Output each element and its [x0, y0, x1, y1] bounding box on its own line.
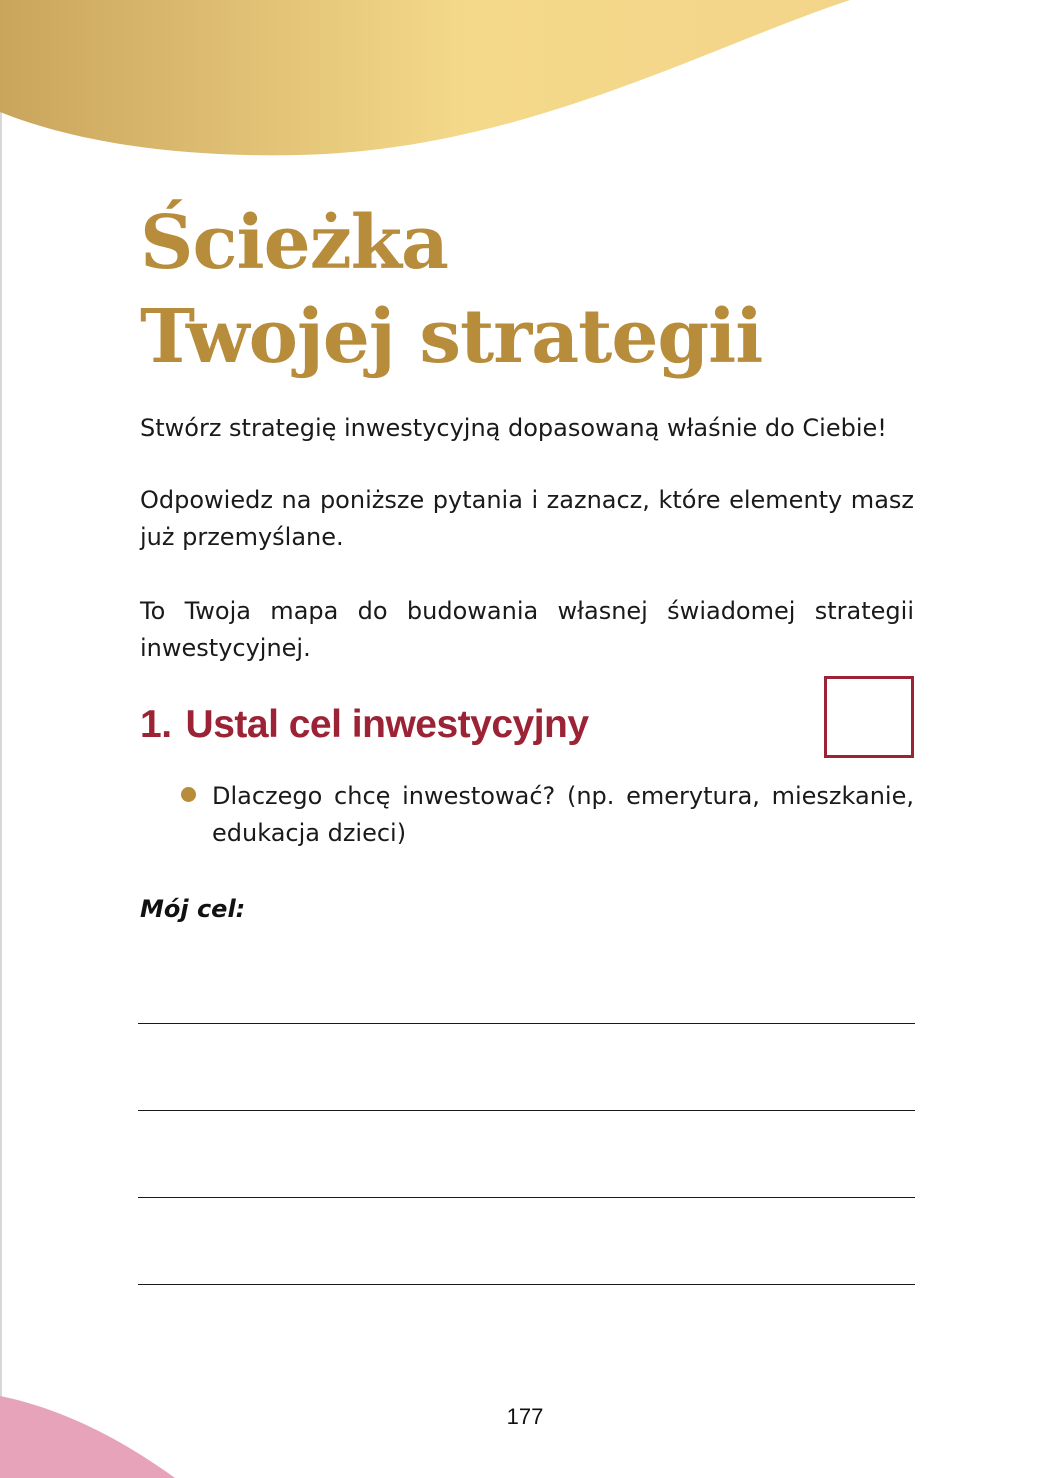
answer-line-1[interactable] — [138, 1023, 915, 1024]
title-line-1: Ścieżka — [140, 200, 448, 286]
page-title — [140, 196, 762, 384]
bullet-question: Dlaczego chcę inwestować? (np. emerytura, mieszkanie, edukacja dzieci) — [212, 782, 914, 847]
answer-label: Mój cel: — [140, 895, 246, 923]
bottom-pink-wave — [0, 1388, 220, 1478]
page-number: 177 — [506, 1404, 544, 1429]
intro-paragraph-3: To Twoja mapa do budowania własnej świadomej strategii inwestycyjnej. — [140, 597, 914, 662]
title-line-2: Twojej strategii — [140, 294, 763, 380]
page-edge — [0, 0, 2, 1478]
answer-line-3[interactable] — [138, 1197, 915, 1198]
section-checkbox[interactable] — [824, 676, 914, 758]
intro-paragraph-1: Stwórz strategię inwestycyjną dopasowaną właśnie do Ciebie! — [140, 414, 887, 442]
answer-line-2[interactable] — [138, 1110, 915, 1111]
intro-paragraph-2: Odpowiedz na poniższe pytania i zaznacz, które elementy masz już przemyślane. — [140, 486, 914, 551]
bullet-dot-icon — [181, 787, 196, 802]
answer-line-4[interactable] — [138, 1284, 915, 1285]
section-title: Ustal cel inwestycyjny — [185, 703, 589, 746]
top-gold-wave — [0, 0, 1050, 160]
section-heading — [140, 701, 589, 749]
section-number: 1. — [140, 703, 172, 746]
